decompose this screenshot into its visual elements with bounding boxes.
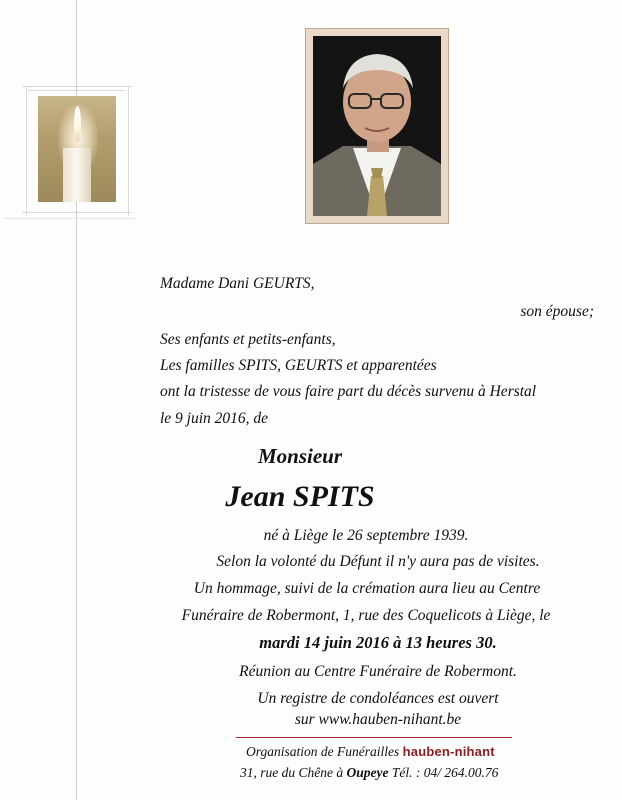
spouse-name: Madame Dani GEURTS, <box>160 275 315 292</box>
families-line: Les familles SPITS, GEURTS et apparentées <box>160 357 437 374</box>
phone-number: Tél. : 04/ 264.00.76 <box>391 765 499 780</box>
organisation-label: Organisation de Funérailles <box>246 744 400 759</box>
organisation-line <box>246 745 495 759</box>
brand-logo: hauben-nihant <box>402 744 495 759</box>
address-line <box>240 766 498 780</box>
portrait-photo <box>305 28 449 224</box>
obituary-card: Madame Dani GEURTS, son épouse; Ses enfants et petits-enfants, Les familles SPITS, GEURTS et apparentées ont la tristesse de vous faire part du décès survenu à Herstal le 9 juin 2016, de Monsieur Jean SPITS né à Liège le 26 septembre 1939. Selon la volonté du Défunt il n'y aura pas de visites. Un hommage, suivi de la crémation aura lieu au Centre Funéraire de Robermont, 1, rue des Coquelicots à Liège, le mardi 14 juin 2016 à 13 heures 30. Réunion au Centre Funéraire de Robermont. Un registre de condoléances est ouvert sur www.hauben-nihant.be Organisation de Funérailles hauben-nihant 31, rue du Chêne à Oupeye Tél. : 04/ 264.00.76 <box>0 0 622 800</box>
children-line: Ses enfants et petits-enfants, <box>160 331 336 348</box>
candle-icon <box>38 96 116 202</box>
death-date-line: le 9 juin 2016, de <box>160 410 269 427</box>
footer-divider <box>236 737 512 738</box>
spouse-relation: son épouse; <box>520 303 594 320</box>
address-prefix: 31, rue du Chêne à <box>240 765 344 780</box>
address-town: Oupeye <box>346 765 389 780</box>
portrait-figure <box>313 36 441 216</box>
announcement-line: ont la tristesse de vous faire part du décès survenu à Herstal <box>160 383 537 400</box>
